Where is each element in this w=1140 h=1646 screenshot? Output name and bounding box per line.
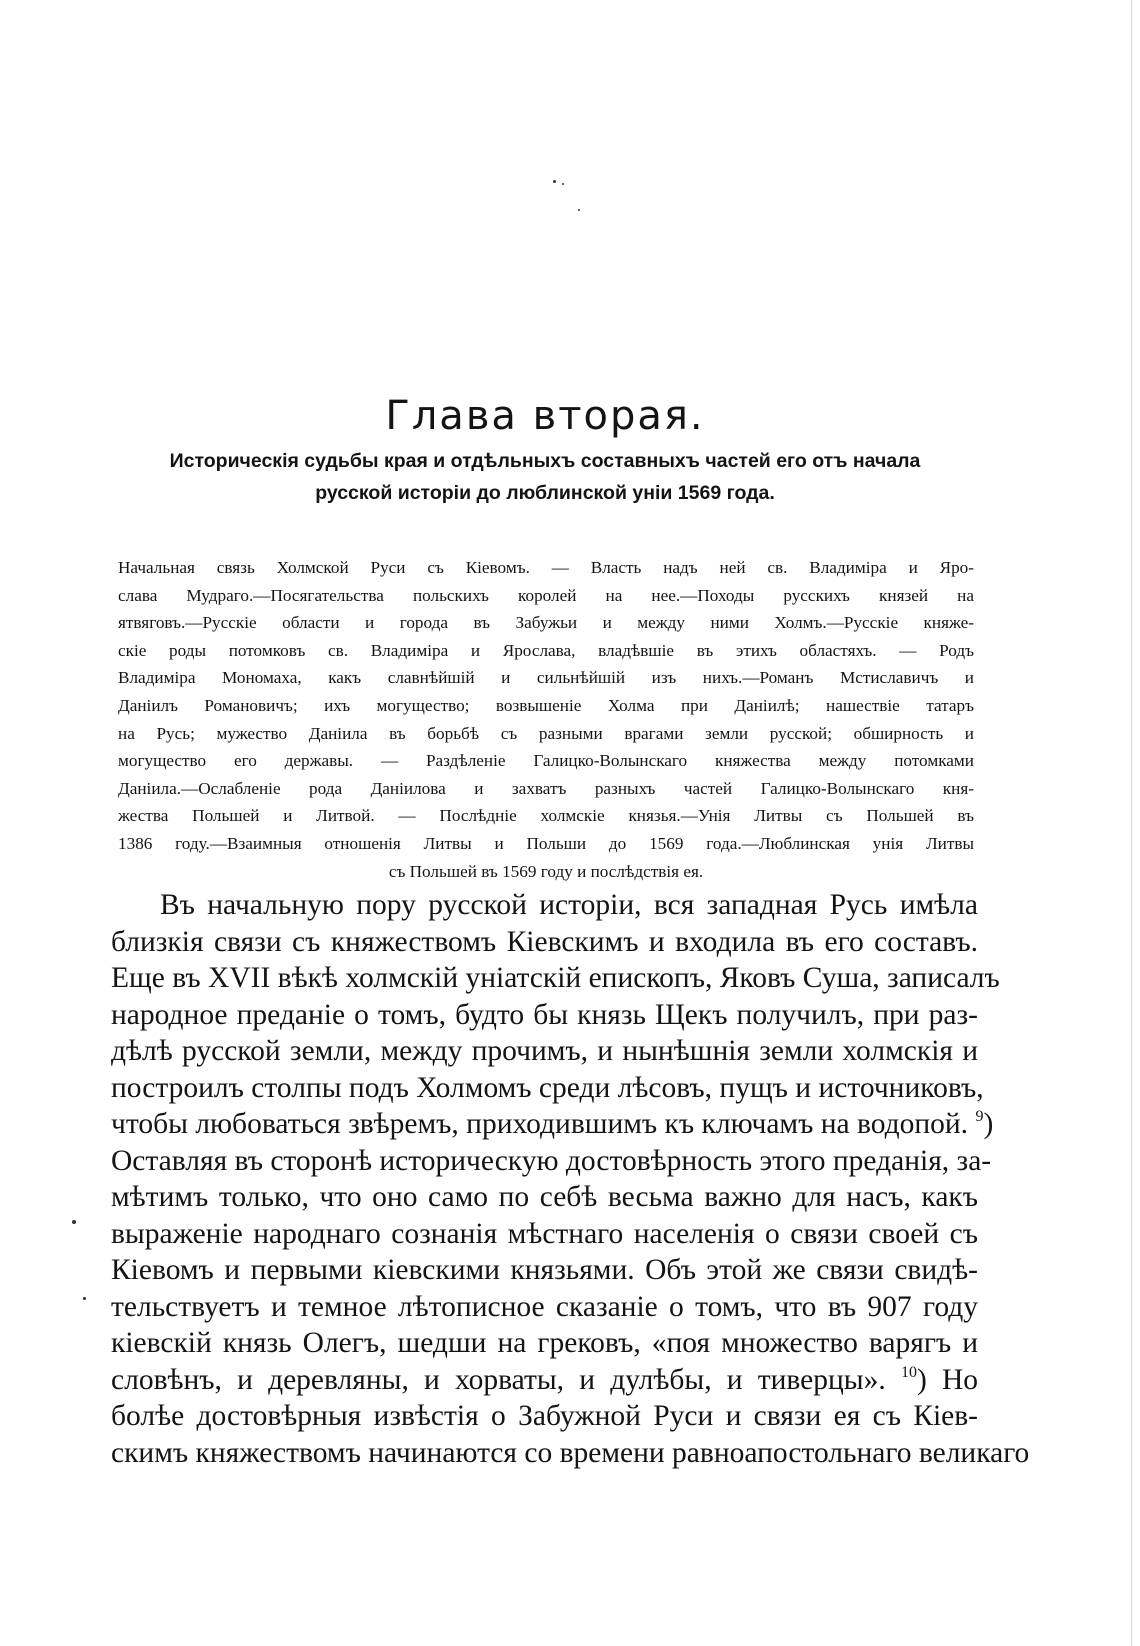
print-speck: [553, 180, 556, 183]
print-speck: [562, 183, 564, 185]
footnote-marker: 9: [975, 1108, 984, 1125]
body-line-text: чтобы любоваться звѣремъ, приходившимъ къ ключамъ на водопой.: [111, 1108, 969, 1140]
body-line: Въ начальную пору русской исторіи, вся западная Русь имѣла: [160, 889, 978, 921]
summary-line: могущество его державы. — Раздѣленіе Галицко-Волынскаго княжества между потомками: [118, 751, 974, 771]
summary-line: Даніила.—Ослабленіе рода Даніилова и захватъ разныхъ частей Галицко-Волынскаго кня-: [118, 778, 974, 798]
print-speck: [83, 1297, 86, 1300]
body-line: народное преданіе о томъ, будто бы князь Щекъ получилъ, при раз-: [111, 998, 978, 1031]
summary-line: Начальная связь Холмской Руси съ Кіевомъ. — Власть надъ ней св. Владиміра и Яро-: [118, 558, 974, 577]
summary-line: скіе роды потомковъ св. Владиміра и Ярослава, владѣвшіе въ этихъ областяхъ. — Родъ: [118, 640, 974, 660]
body-line-continuation: Но: [941, 1363, 979, 1396]
summary-line: съ Польшей въ 1569 году и послѣдствія ея.: [388, 861, 704, 881]
body-line: близкія связи съ княжествомъ Кіевскимъ и входила въ его составъ.: [111, 925, 978, 958]
subtitle-line: Историческія судьбы края и отдѣльныхъ составныхъ частей его отъ начала: [169, 450, 921, 472]
body-paragraph: [111, 887, 1030, 1471]
summary-line: ятвяговъ.—Русскіе области и города въ Забужьи и между ними Холмъ.—Русскіе княже-: [118, 613, 974, 633]
print-speck: [72, 1220, 76, 1224]
summary-line: 1386 году.—Взаимныя отношенія Литвы и Польши до 1569 года.—Люблинская унія Литвы: [118, 833, 974, 853]
body-line: тельствуетъ и темное лѣтописное сказаніе о томъ, что въ 907 году: [111, 1290, 978, 1323]
summary-line: жества Польшей и Литвой. — Послѣдніе холмскіе князья.—Унія Литвы съ Польшей въ: [118, 806, 974, 826]
subtitle-line: русской исторіи до люблинской уніи 1569 года.: [315, 482, 775, 504]
body-line-with-footnote: чтобы любоваться звѣремъ, приходившимъ къ ключамъ на водопой. $^9$): [111, 1108, 994, 1140]
summary-line: Даніилъ Романовичъ; ихъ могущество; возвышеніе Холма при Даніилѣ; нашествіе татаръ: [118, 695, 974, 715]
body-line: мѣтимъ только, что оно само по себѣ весьма важно для насъ, какъ: [111, 1181, 978, 1213]
summary-line: слава Мудраго.—Посягательства польскихъ королей на нее.—Походы русскихъ князей на: [118, 585, 974, 605]
body-line-with-footnote: словѣнъ, и деревляны, и хорваты, и дулѣбы, и тиверцы». $^{10}$) Но: [111, 1363, 979, 1396]
body-line: выраженіе народнаго сознанія мѣстнаго населенія о связи своей съ: [111, 1217, 978, 1250]
body-line: построилъ столпы подъ Холмомъ среди лѣсовъ, пущъ и источниковъ,: [111, 1071, 984, 1104]
body-line: Оставляя въ сторонѣ историческую достовѣрность этого преданія, за-: [111, 1144, 992, 1177]
body-line: дѣлѣ русской земли, между прочимъ, и нынѣшнія земли холмскія и: [111, 1035, 978, 1067]
footnote-marker: 10: [900, 1363, 917, 1381]
summary-line: на Русь; мужество Даніила въ борьбѣ съ разными врагами земли русской; обширность и: [118, 723, 974, 743]
chapter-summary: [118, 554, 974, 885]
body-line-text: словѣнъ, и деревляны, и хорваты, и дулѣбы, и тиверцы».: [111, 1363, 886, 1396]
page-edge-line: [1131, 0, 1132, 1646]
print-speck: [578, 209, 580, 211]
chapter-title: Глава вторая.: [385, 392, 705, 439]
body-line: скимъ княжествомъ начинаются со времени равноапостольнаго великаго: [111, 1436, 1030, 1469]
summary-line: Владиміра Мономаха, какъ славнѣйшій и сильнѣйшій изъ нихъ.—Романъ Мстиславичъ и: [118, 668, 974, 688]
body-line: кіевскій князь Олегъ, шедши на грековъ, «поя множество варягъ и: [111, 1327, 978, 1359]
chapter-subtitle: [120, 445, 970, 509]
body-line: Еще въ XVII вѣкѣ холмскій уніатскій епископъ, Яковъ Суша, записалъ: [111, 962, 1000, 994]
body-line: Кіевомъ и первыми кіевскими князьями. Объ этой же связи свидѣ-: [111, 1254, 978, 1286]
body-line: болѣе достовѣрныя извѣстія о Забужной Руси и связи ея съ Кіев-: [111, 1400, 978, 1432]
